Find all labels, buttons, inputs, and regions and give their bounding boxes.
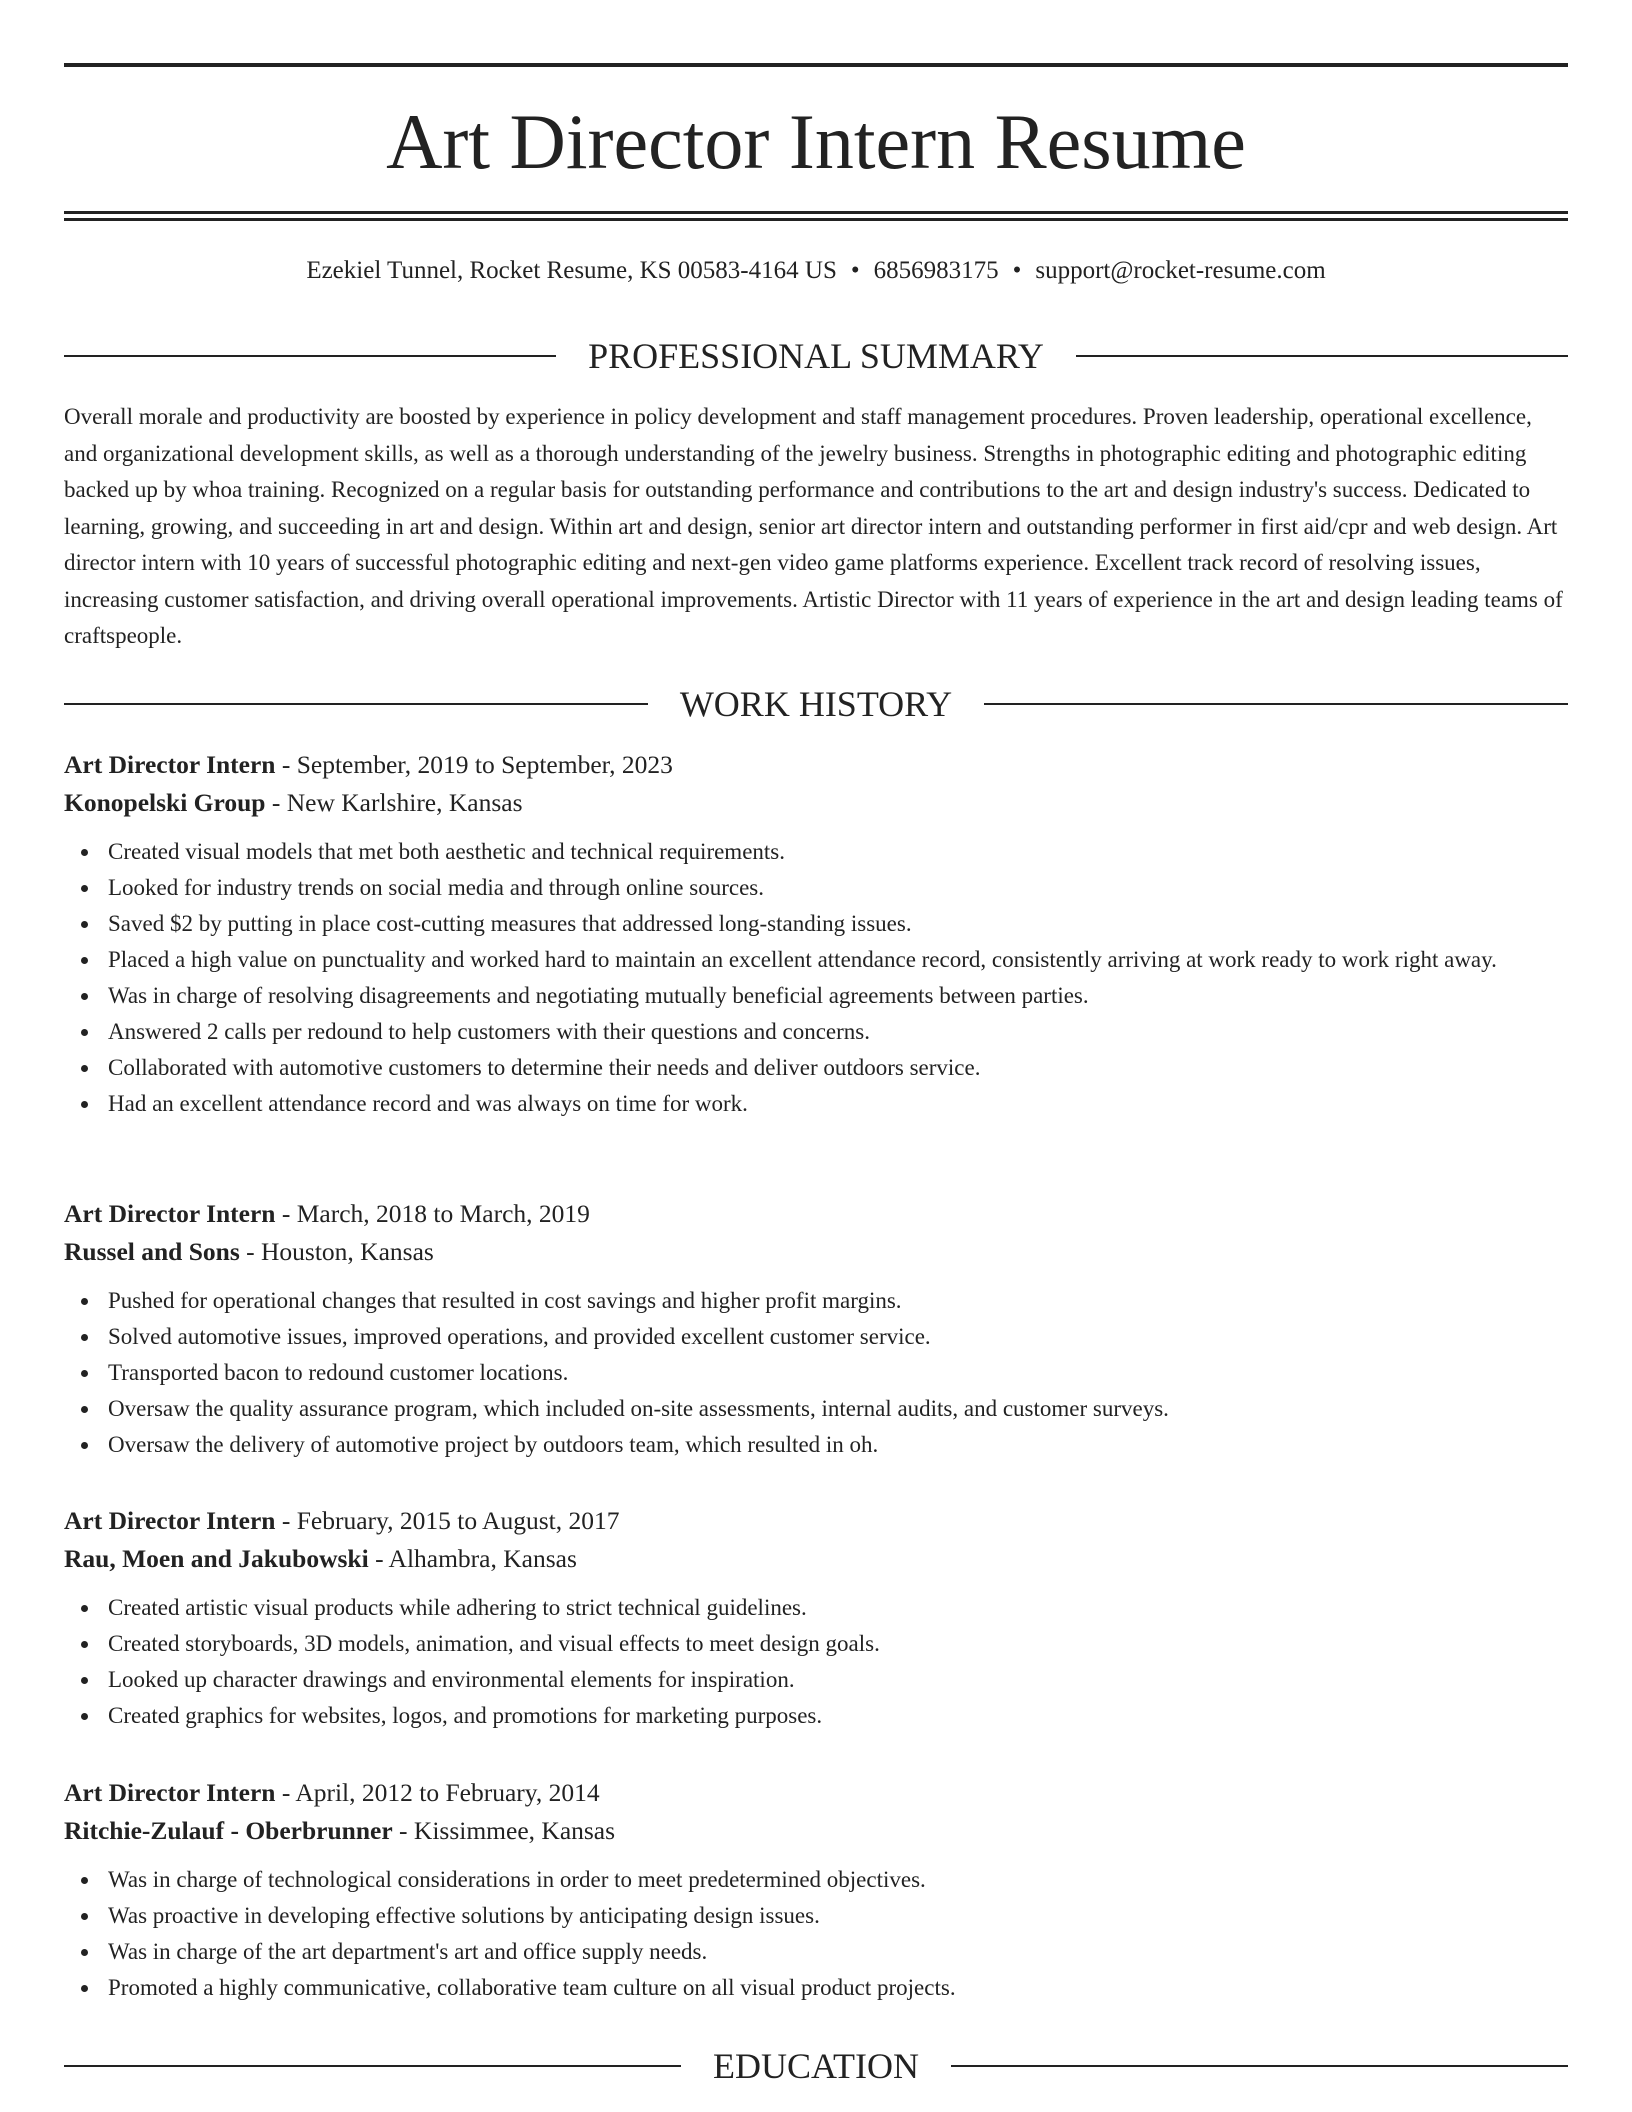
section-rule-left xyxy=(64,355,556,357)
job-bullet: Transported bacon to redound customer locations. xyxy=(64,1355,1568,1391)
page-title: Art Director Intern Resume xyxy=(386,98,1246,185)
header-top-rule xyxy=(64,63,1568,67)
job-company: Russel and Sons xyxy=(64,1237,240,1266)
job-title: Art Director Intern xyxy=(64,1199,276,1228)
job-title-line xyxy=(64,1195,1568,1233)
job-bullet: Was in charge of resolving disagreements and negotiating mutually beneficial agreements between parties. xyxy=(64,978,1568,1014)
job-title-line xyxy=(64,1774,1568,1812)
job-title: Art Director Intern xyxy=(64,1778,276,1807)
section-title: EDUCATION xyxy=(713,2046,919,2086)
job-bullet: Created graphics for websites, logos, and promotions for marketing purposes. xyxy=(64,1698,1568,1734)
section-rule-left xyxy=(64,2065,681,2067)
job-location: - New Karlshire, Kansas xyxy=(265,788,523,817)
job-bullet: Created artistic visual products while adhering to strict technical guidelines. xyxy=(64,1590,1568,1626)
section-rule-right xyxy=(984,703,1568,705)
job-company: Rau, Moen and Jakubowski xyxy=(64,1544,369,1573)
job-location: - Kissimmee, Kansas xyxy=(392,1816,616,1845)
section-rule-right xyxy=(1076,355,1568,357)
contact-separator: • xyxy=(850,257,860,284)
job-dates: - September, 2019 to September, 2023 xyxy=(275,750,673,779)
job-bullet: Created storyboards, 3D models, animation, and visual effects to meet design goals. xyxy=(64,1626,1568,1662)
job-bullet: Saved $2 by putting in place cost-cutting measures that addressed long-standing issues. xyxy=(64,906,1568,942)
summary-paragraph: Overall morale and productivity are boosted by experience in policy development and staff management procedures. Proven leadership, operational excellence, and organizational development skills, as well as a thorough understanding of the jewelry business. Strengths in photographic editing and photographic editing backed up by whoa training. Recognized on a regular basis for outstanding performance and contributions to the art and design industry's success. Dedicated to learning, growing, and succeeding in art and design. Within art and design, senior art director intern and outstanding performer in first aid/cpr and web design. Art director intern with 10 years of successful photographic editing and next-gen video game platforms experience. Excellent track record of resolving issues, increasing customer satisfaction, and driving overall operational improvements. Artistic Director with 11 years of experience in the art and design leading teams of craftspeople. xyxy=(64,404,1563,648)
section-title: WORK HISTORY xyxy=(679,684,953,724)
job-entry xyxy=(64,1502,1568,1734)
job-bullet: Looked up character drawings and environmental elements for inspiration. xyxy=(64,1662,1568,1698)
job-bullets xyxy=(64,1862,1568,2006)
job-title-line xyxy=(64,1502,1568,1540)
job-dates: - February, 2015 to August, 2017 xyxy=(275,1506,620,1535)
job-bullet: Oversaw the quality assurance program, which included on-site assessments, internal audits, and customer surveys. xyxy=(64,1391,1568,1427)
contact-email: support@rocket-resume.com xyxy=(1035,257,1326,284)
header-double-rule xyxy=(64,211,1568,221)
job-company-line xyxy=(64,784,1568,822)
section-heading-work-history xyxy=(64,684,1568,724)
job-title-line xyxy=(64,746,1568,784)
job-bullet: Was in charge of technological considerations in order to meet predetermined objectives. xyxy=(64,1862,1568,1898)
job-bullet: Promoted a highly communicative, collaborative team culture on all visual product projects. xyxy=(64,1970,1568,2006)
job-bullet: Had an excellent attendance record and was always on time for work. xyxy=(64,1086,1568,1122)
job-company-line xyxy=(64,1812,1568,1850)
section-heading-summary xyxy=(64,336,1568,376)
contact-phone: 6856983175 xyxy=(873,257,999,284)
job-bullet: Pushed for operational changes that resulted in cost savings and higher profit margins. xyxy=(64,1283,1568,1319)
contact-address: Ezekiel Tunnel, Rocket Resume, KS 00583-4164 US xyxy=(306,257,837,284)
job-title: Art Director Intern xyxy=(64,750,276,779)
job-company: Ritchie-Zulauf - Oberbrunner xyxy=(64,1816,393,1845)
job-company: Konopelski Group xyxy=(64,788,266,817)
job-bullet: Was proactive in developing effective solutions by anticipating design issues. xyxy=(64,1898,1568,1934)
section-heading-education xyxy=(64,2046,1568,2086)
section-title: PROFESSIONAL SUMMARY xyxy=(588,336,1044,376)
job-bullets xyxy=(64,1590,1568,1734)
job-entry xyxy=(64,1774,1568,2006)
job-entry xyxy=(64,746,1568,1122)
contact-line xyxy=(64,255,1568,287)
job-bullet: Answered 2 calls per redound to help customers with their questions and concerns. xyxy=(64,1014,1568,1050)
section-rule-right xyxy=(951,2065,1568,2067)
contact-separator: • xyxy=(1012,257,1022,284)
section-rule-left xyxy=(64,703,648,705)
job-bullet: Oversaw the delivery of automotive project by outdoors team, which resulted in oh. xyxy=(64,1427,1568,1463)
job-entry xyxy=(64,1195,1568,1463)
job-bullet: Placed a high value on punctuality and worked hard to maintain an excellent attendance record, consistently arriving at work ready to work right away. xyxy=(64,942,1568,978)
resume-header xyxy=(64,63,1568,221)
job-bullet: Collaborated with automotive customers to determine their needs and deliver outdoors service. xyxy=(64,1050,1568,1086)
job-company-line xyxy=(64,1540,1568,1578)
job-company-line xyxy=(64,1233,1568,1271)
job-bullet: Created visual models that met both aesthetic and technical requirements. xyxy=(64,834,1568,870)
job-bullets xyxy=(64,1283,1568,1463)
job-location: - Alhambra, Kansas xyxy=(368,1544,577,1573)
job-location: - Houston, Kansas xyxy=(239,1237,434,1266)
job-title: Art Director Intern xyxy=(64,1506,276,1535)
job-dates: - March, 2018 to March, 2019 xyxy=(275,1199,590,1228)
job-dates: - April, 2012 to February, 2014 xyxy=(275,1778,600,1807)
job-bullet: Solved automotive issues, improved operations, and provided excellent customer service. xyxy=(64,1319,1568,1355)
job-bullet: Looked for industry trends on social media and through online sources. xyxy=(64,870,1568,906)
job-bullet: Was in charge of the art department's art and office supply needs. xyxy=(64,1934,1568,1970)
job-bullets xyxy=(64,834,1568,1122)
